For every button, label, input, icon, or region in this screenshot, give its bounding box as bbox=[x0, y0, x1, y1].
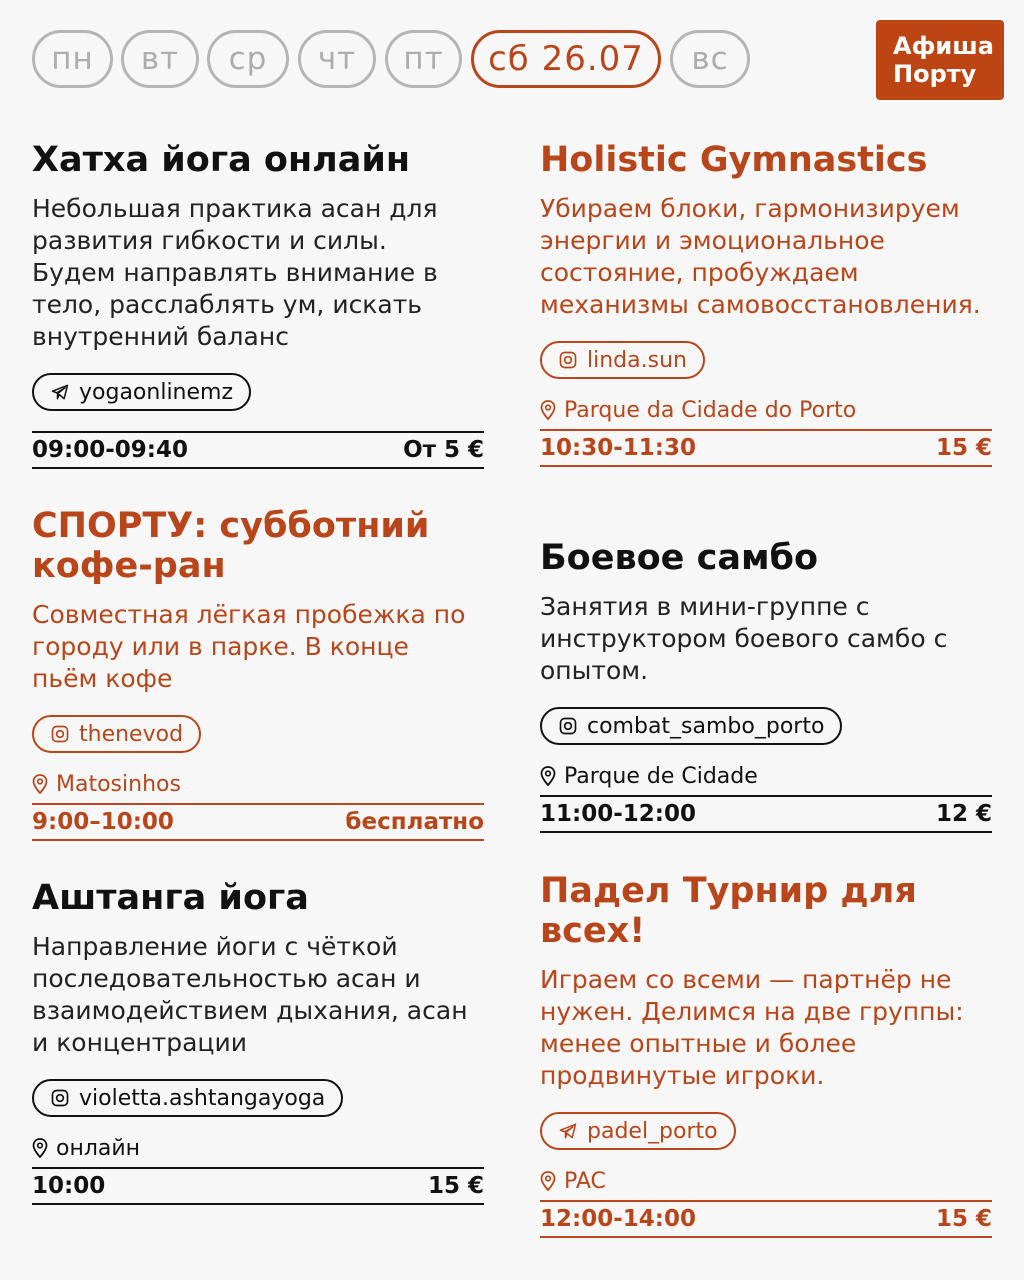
day-tab-tue[interactable]: вт bbox=[121, 30, 199, 88]
event-time: 11:00-12:00 bbox=[540, 801, 696, 827]
event-time: 09:00-09:40 bbox=[32, 437, 188, 463]
event-price: бесплатно bbox=[345, 809, 484, 835]
event-description: Небольшая практика асан для развития гибкости и силы. Будем направлять внимание в тело, расслаблять ум, искать внутренний баланс bbox=[32, 194, 438, 351]
event-price: 15 € bbox=[935, 1206, 992, 1232]
location-pin-icon bbox=[540, 400, 556, 420]
event-card bbox=[32, 506, 484, 841]
event-contact-handle: combat_sambo_porto bbox=[587, 713, 825, 739]
location-pin-icon bbox=[540, 766, 556, 786]
event-location-text: Parque da Cidade do Porto bbox=[564, 397, 857, 423]
instagram-icon bbox=[50, 1088, 70, 1108]
event-time-price bbox=[32, 805, 484, 839]
event-location-text: Matosinhos bbox=[56, 771, 181, 797]
event-contact-tag[interactable] bbox=[32, 715, 201, 753]
event-title: Хатха йога онлайн bbox=[32, 140, 411, 180]
event-price: 15 € bbox=[935, 435, 992, 461]
event-price: 15 € bbox=[427, 1173, 484, 1199]
day-tab-wed[interactable]: ср bbox=[207, 30, 289, 88]
instagram-icon bbox=[558, 350, 578, 370]
location-pin-icon bbox=[32, 1138, 48, 1158]
day-tab-thu[interactable]: чт bbox=[298, 30, 376, 88]
event-description: Убираем блоки, гармонизируем энергии и эмоциональное состояние, пробуждаем механизмы самовосстановления. bbox=[540, 194, 981, 319]
event-time-price bbox=[540, 797, 992, 831]
event-location bbox=[540, 1168, 992, 1194]
event-description: Занятия в мини-группе с инструктором боевого самбо с опытом. bbox=[540, 592, 948, 685]
event-title: Падел Турнир для всех! bbox=[540, 871, 917, 951]
event-description: Совместная лёгкая пробежка по городу или в парке. В конце пьём кофе bbox=[32, 600, 466, 693]
event-contact-handle: violetta.ashtangayoga bbox=[79, 1085, 326, 1111]
brand-line1: Афиша bbox=[893, 32, 994, 60]
telegram-icon bbox=[558, 1121, 578, 1141]
event-price: 12 € bbox=[935, 801, 992, 827]
brand-line2: Порту bbox=[893, 60, 977, 88]
event-location bbox=[540, 397, 992, 423]
event-location-text: PAC bbox=[564, 1168, 606, 1194]
day-tab-sun[interactable]: вс bbox=[670, 30, 750, 88]
event-contact-handle: padel_porto bbox=[587, 1118, 718, 1144]
event-card bbox=[540, 538, 992, 833]
event-time: 9:00–10:00 bbox=[32, 809, 174, 835]
event-contact-tag[interactable] bbox=[540, 1112, 736, 1150]
event-contact-tag[interactable] bbox=[540, 341, 705, 379]
event-time: 10:30-11:30 bbox=[540, 435, 696, 461]
event-card bbox=[32, 878, 484, 1205]
event-card bbox=[32, 140, 484, 469]
day-tab-sat-active[interactable]: сб 26.07 bbox=[471, 30, 661, 88]
event-contact-handle: yogaonlinemz bbox=[79, 379, 234, 405]
event-description: Направление йоги с чёткой последовательностью асан и взаимодействием дыхания, асан и концентрации bbox=[32, 932, 468, 1057]
event-location bbox=[32, 771, 484, 797]
day-tab-mon[interactable]: пн bbox=[32, 30, 113, 88]
event-contact-handle: linda.sun bbox=[587, 347, 687, 373]
event-location-text: онлайн bbox=[56, 1135, 141, 1161]
instagram-icon bbox=[50, 724, 70, 744]
event-location-text: Parque de Cidade bbox=[564, 763, 758, 789]
instagram-icon bbox=[558, 716, 578, 736]
event-contact-tag[interactable] bbox=[540, 707, 842, 745]
event-time: 12:00-14:00 bbox=[540, 1206, 696, 1232]
telegram-icon bbox=[50, 382, 70, 402]
event-title: Боевое самбо bbox=[540, 538, 819, 578]
location-pin-icon bbox=[32, 774, 48, 794]
event-time-price bbox=[540, 431, 992, 465]
event-card bbox=[540, 140, 992, 467]
event-time-price bbox=[32, 1169, 484, 1203]
event-contact-tag[interactable] bbox=[32, 373, 251, 411]
event-title: Holistic Gymnastics bbox=[540, 140, 928, 180]
event-contact-tag[interactable] bbox=[32, 1079, 343, 1117]
event-description: Играем со всеми — партнёр не нужен. Делимся на две группы: менее опытные и более продвинутые игроки. bbox=[540, 965, 964, 1090]
event-time: 10:00 bbox=[32, 1173, 106, 1199]
brand-logo bbox=[876, 20, 1004, 100]
location-pin-icon bbox=[540, 1171, 556, 1191]
event-title: Аштанга йога bbox=[32, 878, 309, 918]
event-card bbox=[540, 871, 992, 1238]
event-location bbox=[540, 763, 992, 789]
event-title: СПОРТУ: субботний кофе-ран bbox=[32, 506, 430, 586]
day-tab-fri[interactable]: пт bbox=[385, 30, 462, 88]
event-time-price bbox=[32, 433, 484, 467]
event-location bbox=[32, 1135, 484, 1161]
event-price: От 5 € bbox=[403, 437, 484, 463]
event-time-price bbox=[540, 1202, 992, 1236]
event-contact-handle: thenevod bbox=[79, 721, 184, 747]
